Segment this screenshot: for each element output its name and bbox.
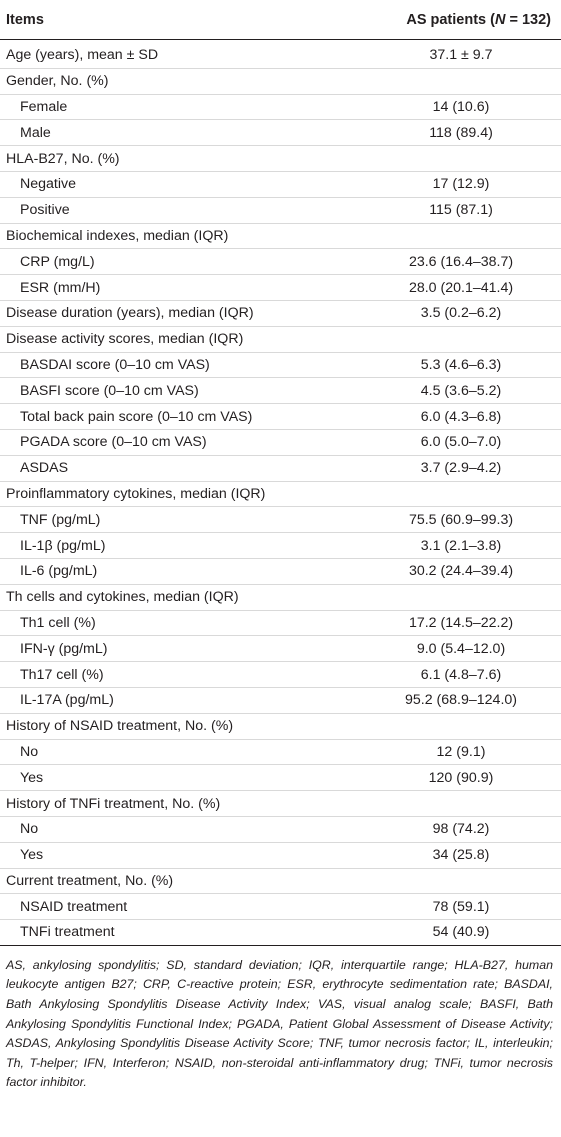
row-value: 23.6 (16.4–38.7) — [408, 253, 514, 270]
table-row — [0, 43, 561, 69]
table-row — [0, 740, 561, 766]
table-row — [0, 301, 561, 327]
row-value: 17 (12.9) — [432, 176, 490, 193]
row-value: 6.0 (4.3–6.8) — [420, 408, 502, 425]
table-row — [0, 507, 561, 533]
header-group-label: AS patients ( — [406, 11, 495, 28]
table-row — [0, 791, 561, 817]
table-row — [0, 533, 561, 559]
row-label: HLA-B27, No. (%) — [6, 150, 120, 167]
row-label: Gender, No. (%) — [6, 73, 109, 90]
row-value: 9.0 (5.4–12.0) — [416, 640, 506, 657]
row-label: Disease activity scores, median (IQR) — [6, 331, 244, 348]
row-value: 3.7 (2.9–4.2) — [420, 460, 502, 477]
row-label: Yes — [20, 847, 44, 864]
table-row — [0, 353, 561, 379]
row-value: 118 (89.4) — [429, 124, 493, 141]
row-label: Th17 cell (%) — [20, 666, 104, 683]
table-row — [0, 585, 561, 611]
row-value: 3.1 (2.1–3.8) — [420, 537, 502, 554]
table-row — [0, 662, 561, 688]
row-value: 98 (74.2) — [432, 821, 490, 838]
row-value: 28.0 (20.1–41.4) — [408, 279, 514, 296]
row-label: Th cells and cytokines, median (IQR) — [6, 589, 239, 606]
table-row — [0, 378, 561, 404]
row-value: 6.0 (5.0–7.0) — [420, 434, 502, 451]
table-row — [0, 172, 561, 198]
row-label: BASFI score (0–10 cm VAS) — [20, 382, 199, 399]
row-value: 120 (90.9) — [428, 769, 494, 786]
row-label: ESR (mm/H) — [20, 279, 101, 296]
header-n-value: = 132) — [505, 11, 551, 28]
table-row — [0, 714, 561, 740]
row-value: 54 (40.9) — [432, 924, 490, 941]
row-label: Disease duration (years), median (IQR) — [6, 305, 254, 322]
row-label: History of TNFi treatment, No. (%) — [6, 795, 221, 812]
row-value: 4.5 (3.6–5.2) — [420, 382, 502, 399]
row-value: 95.2 (68.9–124.0) — [404, 692, 517, 709]
row-label: PGADA score (0–10 cm VAS) — [20, 434, 207, 451]
row-value: 12 (9.1) — [436, 743, 486, 760]
row-label: BASDAI score (0–10 cm VAS) — [20, 356, 210, 373]
table-row — [0, 249, 561, 275]
row-label: IL-17A (pg/mL) — [20, 692, 114, 709]
row-label: IFN-γ (pg/mL) — [20, 640, 108, 657]
row-label: Positive — [20, 202, 70, 219]
table-row — [0, 559, 561, 585]
table-row — [0, 636, 561, 662]
table-row — [0, 120, 561, 146]
table-row — [0, 69, 561, 95]
table-row — [0, 817, 561, 843]
row-label: History of NSAID treatment, No. (%) — [6, 718, 234, 735]
row-label: Biochemical indexes, median (IQR) — [6, 227, 229, 244]
row-label: IL-1β (pg/mL) — [20, 537, 106, 554]
row-label: Proinflammatory cytokines, median (IQR) — [6, 485, 266, 502]
row-value: 14 (10.6) — [432, 98, 490, 115]
table-row — [0, 95, 561, 121]
table-row — [0, 146, 561, 172]
table-row — [0, 894, 561, 920]
table-row — [0, 688, 561, 714]
row-value: 6.1 (4.8–7.6) — [420, 666, 502, 683]
table-row — [0, 765, 561, 791]
row-value: 34 (25.8) — [432, 847, 490, 864]
table-row — [0, 430, 561, 456]
table-header — [0, 0, 561, 40]
row-label: Age (years), mean ± SD — [6, 47, 159, 64]
row-value: 75.5 (60.9–99.3) — [408, 511, 514, 528]
row-label: Total back pain score (0–10 cm VAS) — [20, 408, 253, 425]
row-label: TNFi treatment — [20, 924, 115, 941]
header-items: Items — [6, 11, 44, 28]
table-row — [0, 198, 561, 224]
row-label: No — [20, 821, 39, 838]
row-value: 30.2 (24.4–39.4) — [408, 563, 514, 580]
row-label: TNF (pg/mL) — [20, 511, 101, 528]
header-group — [406, 12, 551, 28]
table-row — [0, 920, 561, 946]
row-value: 17.2 (14.5–22.2) — [408, 614, 514, 631]
table-row — [0, 275, 561, 301]
table-row — [0, 327, 561, 353]
row-label: No — [20, 743, 39, 760]
row-value: 115 (87.1) — [429, 202, 493, 219]
row-value: 3.5 (0.2–6.2) — [420, 305, 502, 322]
row-label: IL-6 (pg/mL) — [20, 563, 98, 580]
row-label: Female — [20, 98, 68, 115]
header-n-label: N — [494, 11, 506, 28]
row-value: 5.3 (4.6–6.3) — [420, 356, 502, 373]
table-body — [0, 43, 561, 946]
row-label: Negative — [20, 176, 76, 193]
table-footnote: AS, ankylosing spondylitis; SD, standard deviation; IQR, interquartile range; HLA-B27, human leukocyte antigen B27; CRP, C-reactive protein; ESR, erythrocyte sedimentation rate; BASDAI, Bath Ankylosing Spondylitis Disease Activity Index; VAS, visual analog scale; BASFI, Bath Ankylosing Spondylitis Functional Index; PGADA, Patient Global Assessment of Disease Activity; ASDAS, Ankylosing Spondylitis Disease Activity Score; TNF, tumor necrosis factor; IL, interleukin; Th, T-helper; IFN, Interferon; NSAID, non-steroidal anti-inflammatory drug; TNFi, tumor necrosis factor inhibitor. — [6, 957, 553, 1090]
table-row — [0, 869, 561, 895]
table-row — [0, 482, 561, 508]
row-label: CRP (mg/L) — [20, 253, 95, 270]
row-value: 37.1 ± 9.7 — [429, 47, 493, 64]
table-row — [0, 404, 561, 430]
row-label: Current treatment, No. (%) — [6, 872, 174, 889]
row-label: NSAID treatment — [20, 898, 128, 915]
row-label: Male — [20, 124, 51, 141]
row-label: Th1 cell (%) — [20, 614, 96, 631]
row-label: ASDAS — [20, 460, 69, 477]
table-row — [0, 456, 561, 482]
row-value: 78 (59.1) — [432, 898, 490, 915]
table-row — [0, 224, 561, 250]
table-row — [0, 611, 561, 637]
table-row — [0, 843, 561, 869]
row-label: Yes — [20, 769, 44, 786]
